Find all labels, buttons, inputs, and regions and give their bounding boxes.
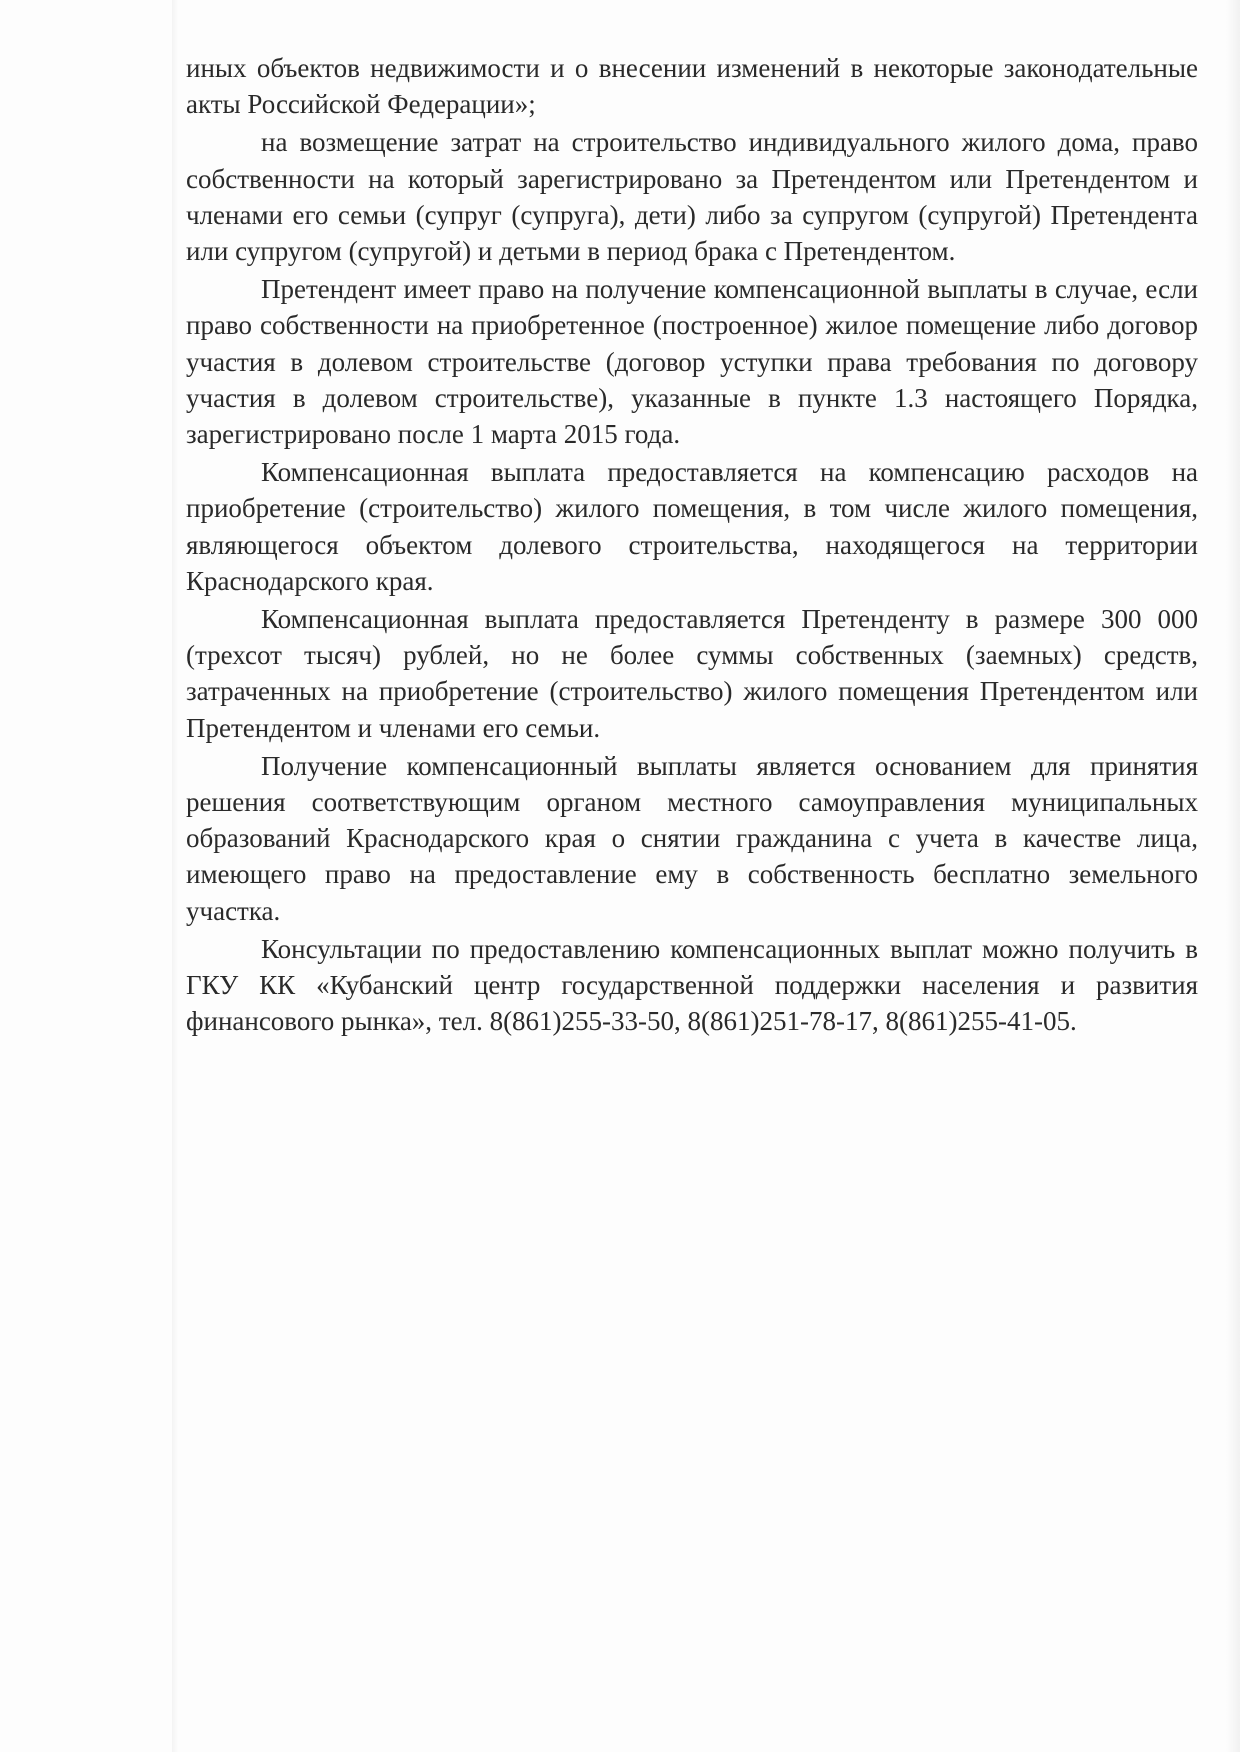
paragraph-consultations: Консультации по предоставлению компенсационных выплат можно получить в ГКУ КК «Кубанский центр государственной поддержки населения и развития финансового рынка», тел. 8(861)255-33-50, 8(861)251-78-17, 8(861)255-41-05. bbox=[186, 933, 1198, 1037]
paragraph-construction-costs: на возмещение затрат на строительство индивидуального жилого дома, право собственности на который зарегистрировано за Претендентом или Претендентом и членами его семьи (супруг (супруга), дети) либо за супругом (супругой) Претендента или супругом (супругой) и детьми в период брака с Претендентом. bbox=[186, 127, 1198, 267]
paragraph-compensation-amount: Компенсационная выплата предоставляется Претенденту в размере 300 000 (трехсот тысяч) рублей, но не более суммы собственных (заемных) средств, затраченных на приобретение (строительство) жилого помещения Претендентом или Претендентом и членами его семьи. bbox=[186, 604, 1198, 743]
paragraph-continuation: иных объектов недвижимости и о внесении изменений в некоторые законодательные акты Российской Федерации»; bbox=[186, 53, 1198, 120]
scan-shadow-right bbox=[1226, 0, 1240, 1752]
scan-shadow-left bbox=[172, 0, 178, 1752]
paragraph-applicant-right: Претендент имеет право на получение компенсационной выплаты в случае, если право собственности на приобретенное (построенное) жилое помещение либо договор участия в долевом строительстве (договор уступки права требования по договору участия в долевом строительстве), указанные в пункте 1.3 настоящего Порядка, зарегистрировано после 1 марта 2015 года. bbox=[186, 274, 1198, 450]
paragraph-deregistration: Получение компенсационный выплаты является основанием для принятия решения соответствующим органом местного самоуправления муниципальных образований Краснодарского края о снятии гражданина с учета в качестве лица, имеющего право на предоставление ему в собственность бесплатно земельного участка. bbox=[186, 750, 1198, 926]
document-body bbox=[186, 50, 1198, 1039]
paragraph-compensation-purpose: Компенсационная выплата предоставляется на компенсацию расходов на приобретение (строительство) жилого помещения, в том числе жилого помещения, являющегося объектом долевого строительства, находящегося на территории Краснодарского края. bbox=[186, 457, 1198, 596]
